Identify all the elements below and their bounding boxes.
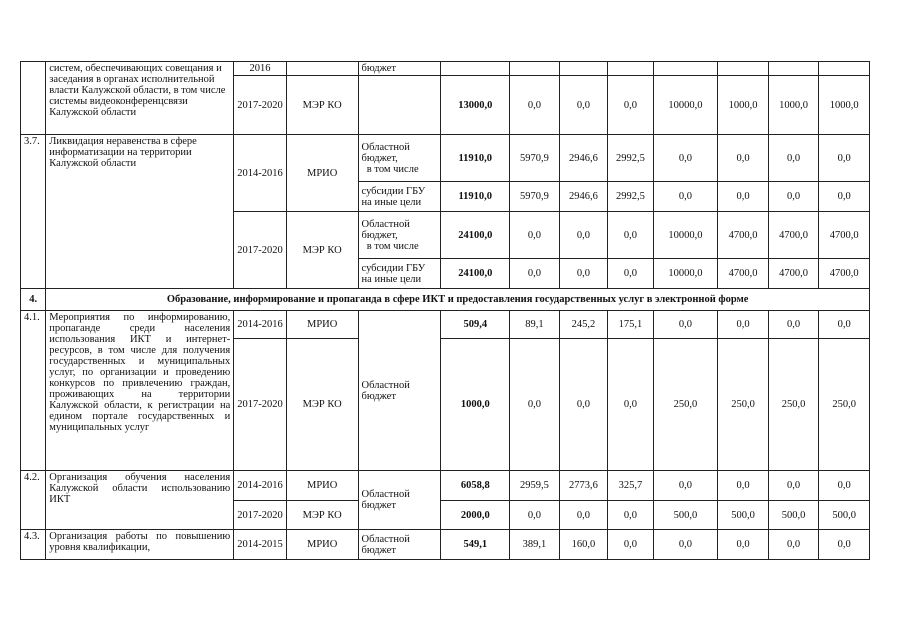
executor: МРИО [286, 135, 358, 212]
value-cell: 389,1 [510, 530, 560, 560]
table-row [21, 471, 870, 501]
value-cell: 0,0 [819, 311, 870, 339]
value-cell: 0,0 [510, 339, 560, 471]
value-total: 11910,0 [441, 135, 510, 182]
activity-name: систем, обеспечивающих совещания и заседания в органах исполнительной власти Калужской области, в том числе системы видеоконференцсвязи Калужской области [46, 62, 234, 135]
value-cell: 0,0 [608, 259, 653, 289]
value-cell: 2946,6 [559, 135, 608, 182]
value-cell: 0,0 [608, 339, 653, 471]
value-cell: 4700,0 [768, 212, 819, 259]
value-cell: 0,0 [768, 182, 819, 212]
budget-table [20, 61, 870, 560]
value-cell: 0,0 [718, 311, 769, 339]
period: 2014-2016 [234, 135, 287, 212]
value-cell: 175,1 [608, 311, 653, 339]
value-cell: 500,0 [768, 501, 819, 530]
value-cell: 0,0 [819, 182, 870, 212]
value-total: 24100,0 [441, 259, 510, 289]
period: 2017-2020 [234, 76, 287, 135]
value-cell: 0,0 [718, 135, 769, 182]
value-cell: 0,0 [559, 259, 608, 289]
activity-name: Организация обучения населения Калужской области использованию ИКТ [46, 471, 234, 530]
value-total: 24100,0 [441, 212, 510, 259]
period: 2017-2020 [234, 212, 287, 289]
section-title: Образование, информирование и пропаганда в сфере ИКТ и предоставления государственных услуг в электронной форме [46, 289, 870, 311]
period: 2016 [234, 62, 287, 76]
value-cell: 250,0 [768, 339, 819, 471]
funding-source: Областной бюджет, в том числе [358, 135, 441, 182]
value-cell: 500,0 [653, 501, 718, 530]
value-cell: 1000,0 [718, 76, 769, 135]
value-total: 509,4 [441, 311, 510, 339]
value-cell: 0,0 [718, 471, 769, 501]
period: 2017-2020 [234, 501, 287, 530]
executor: МЭР КО [286, 339, 358, 471]
value-cell: 0,0 [559, 212, 608, 259]
value-total: 1000,0 [441, 339, 510, 471]
value-cell: 0,0 [608, 212, 653, 259]
activity-name: Мероприятия по информированию, пропаганде среди населения использования ИКТ и интернет-ресурсов, в том числе для получения государственных и муниципальных услуг, по организации и проведению конкурсов по привлечению граждан, проживающих на территории Калужской области, к регистрации на едином портале государственных и муниципальных услуг [46, 311, 234, 471]
value-cell: 1000,0 [768, 76, 819, 135]
value-cell: 10000,0 [653, 212, 718, 259]
table-row [21, 62, 870, 76]
funding-source: бюджет [358, 62, 441, 76]
row-number: 3.7. [21, 135, 46, 289]
funding-source: Областной бюджет, в том числе [358, 212, 441, 259]
value-cell: 89,1 [510, 311, 560, 339]
value-cell: 2992,5 [608, 182, 653, 212]
value-cell: 0,0 [768, 135, 819, 182]
row-number: 4.2. [21, 471, 46, 530]
value-cell: 250,0 [819, 339, 870, 471]
value-cell: 5970,9 [510, 182, 560, 212]
period: 2014-2016 [234, 311, 287, 339]
value-total: 11910,0 [441, 182, 510, 212]
table-row [21, 135, 870, 182]
funding-source: субсидии ГБУ на иные цели [358, 259, 441, 289]
funding-source: Областной бюджет [358, 311, 441, 471]
value-cell: 0,0 [819, 135, 870, 182]
executor: МЭР КО [286, 212, 358, 289]
value-cell: 0,0 [768, 530, 819, 560]
value-cell: 500,0 [718, 501, 769, 530]
value-cell: 4700,0 [768, 259, 819, 289]
value-total: 2000,0 [441, 501, 510, 530]
value-cell: 0,0 [653, 311, 718, 339]
value-cell: 0,0 [819, 471, 870, 501]
value-cell: 245,2 [559, 311, 608, 339]
table-row [21, 530, 870, 560]
value-cell: 2992,5 [608, 135, 653, 182]
value-cell: 2959,5 [510, 471, 560, 501]
value-cell: 4700,0 [819, 259, 870, 289]
period: 2014-2015 [234, 530, 287, 560]
value-cell: 1000,0 [819, 76, 870, 135]
value-cell: 0,0 [559, 501, 608, 530]
value-cell: 0,0 [608, 76, 653, 135]
value-cell: 0,0 [653, 530, 718, 560]
value-cell: 0,0 [559, 76, 608, 135]
section-number: 4. [21, 289, 46, 311]
value-cell: 4700,0 [718, 259, 769, 289]
executor: МРИО [286, 311, 358, 339]
value-cell: 0,0 [718, 182, 769, 212]
value-cell: 4700,0 [819, 212, 870, 259]
value-cell: 10000,0 [653, 76, 718, 135]
value-cell: 250,0 [718, 339, 769, 471]
row-number: 4.3. [21, 530, 46, 560]
activity-name: Организация работы по повышению уровня квалификации, [46, 530, 234, 560]
value-cell: 0,0 [608, 530, 653, 560]
value-cell: 0,0 [653, 182, 718, 212]
value-cell: 5970,9 [510, 135, 560, 182]
value-cell: 0,0 [510, 212, 560, 259]
period: 2017-2020 [234, 339, 287, 471]
value-cell: 0,0 [510, 259, 560, 289]
value-total: 6058,8 [441, 471, 510, 501]
value-cell: 0,0 [510, 501, 560, 530]
section-row [21, 289, 870, 311]
row-number: 4.1. [21, 311, 46, 471]
funding-source: субсидии ГБУ на иные цели [358, 182, 441, 212]
activity-name: Ликвидация неравенства в сфере информатизации на территории Калужской области [46, 135, 234, 289]
value-cell: 2946,6 [559, 182, 608, 212]
value-cell: 0,0 [819, 530, 870, 560]
executor: МРИО [286, 530, 358, 560]
funding-source: Областной бюджет [358, 471, 441, 530]
value-cell: 0,0 [768, 471, 819, 501]
value-cell: 160,0 [559, 530, 608, 560]
value-cell: 0,0 [559, 339, 608, 471]
value-cell: 0,0 [653, 471, 718, 501]
value-total: 549,1 [441, 530, 510, 560]
value-cell: 500,0 [819, 501, 870, 530]
executor: МЭР КО [286, 76, 358, 135]
value-cell: 4700,0 [718, 212, 769, 259]
value-cell: 0,0 [768, 311, 819, 339]
value-cell: 0,0 [510, 76, 560, 135]
value-cell: 325,7 [608, 471, 653, 501]
value-cell: 0,0 [653, 135, 718, 182]
table-row [21, 311, 870, 339]
value-cell: 250,0 [653, 339, 718, 471]
value-cell: 0,0 [608, 501, 653, 530]
value-cell: 2773,6 [559, 471, 608, 501]
value-total: 13000,0 [441, 76, 510, 135]
executor: МРИО [286, 471, 358, 501]
executor: МЭР КО [286, 501, 358, 530]
funding-source: Областной бюджет [358, 530, 441, 560]
value-cell: 10000,0 [653, 259, 718, 289]
period: 2014-2016 [234, 471, 287, 501]
value-cell: 0,0 [718, 530, 769, 560]
